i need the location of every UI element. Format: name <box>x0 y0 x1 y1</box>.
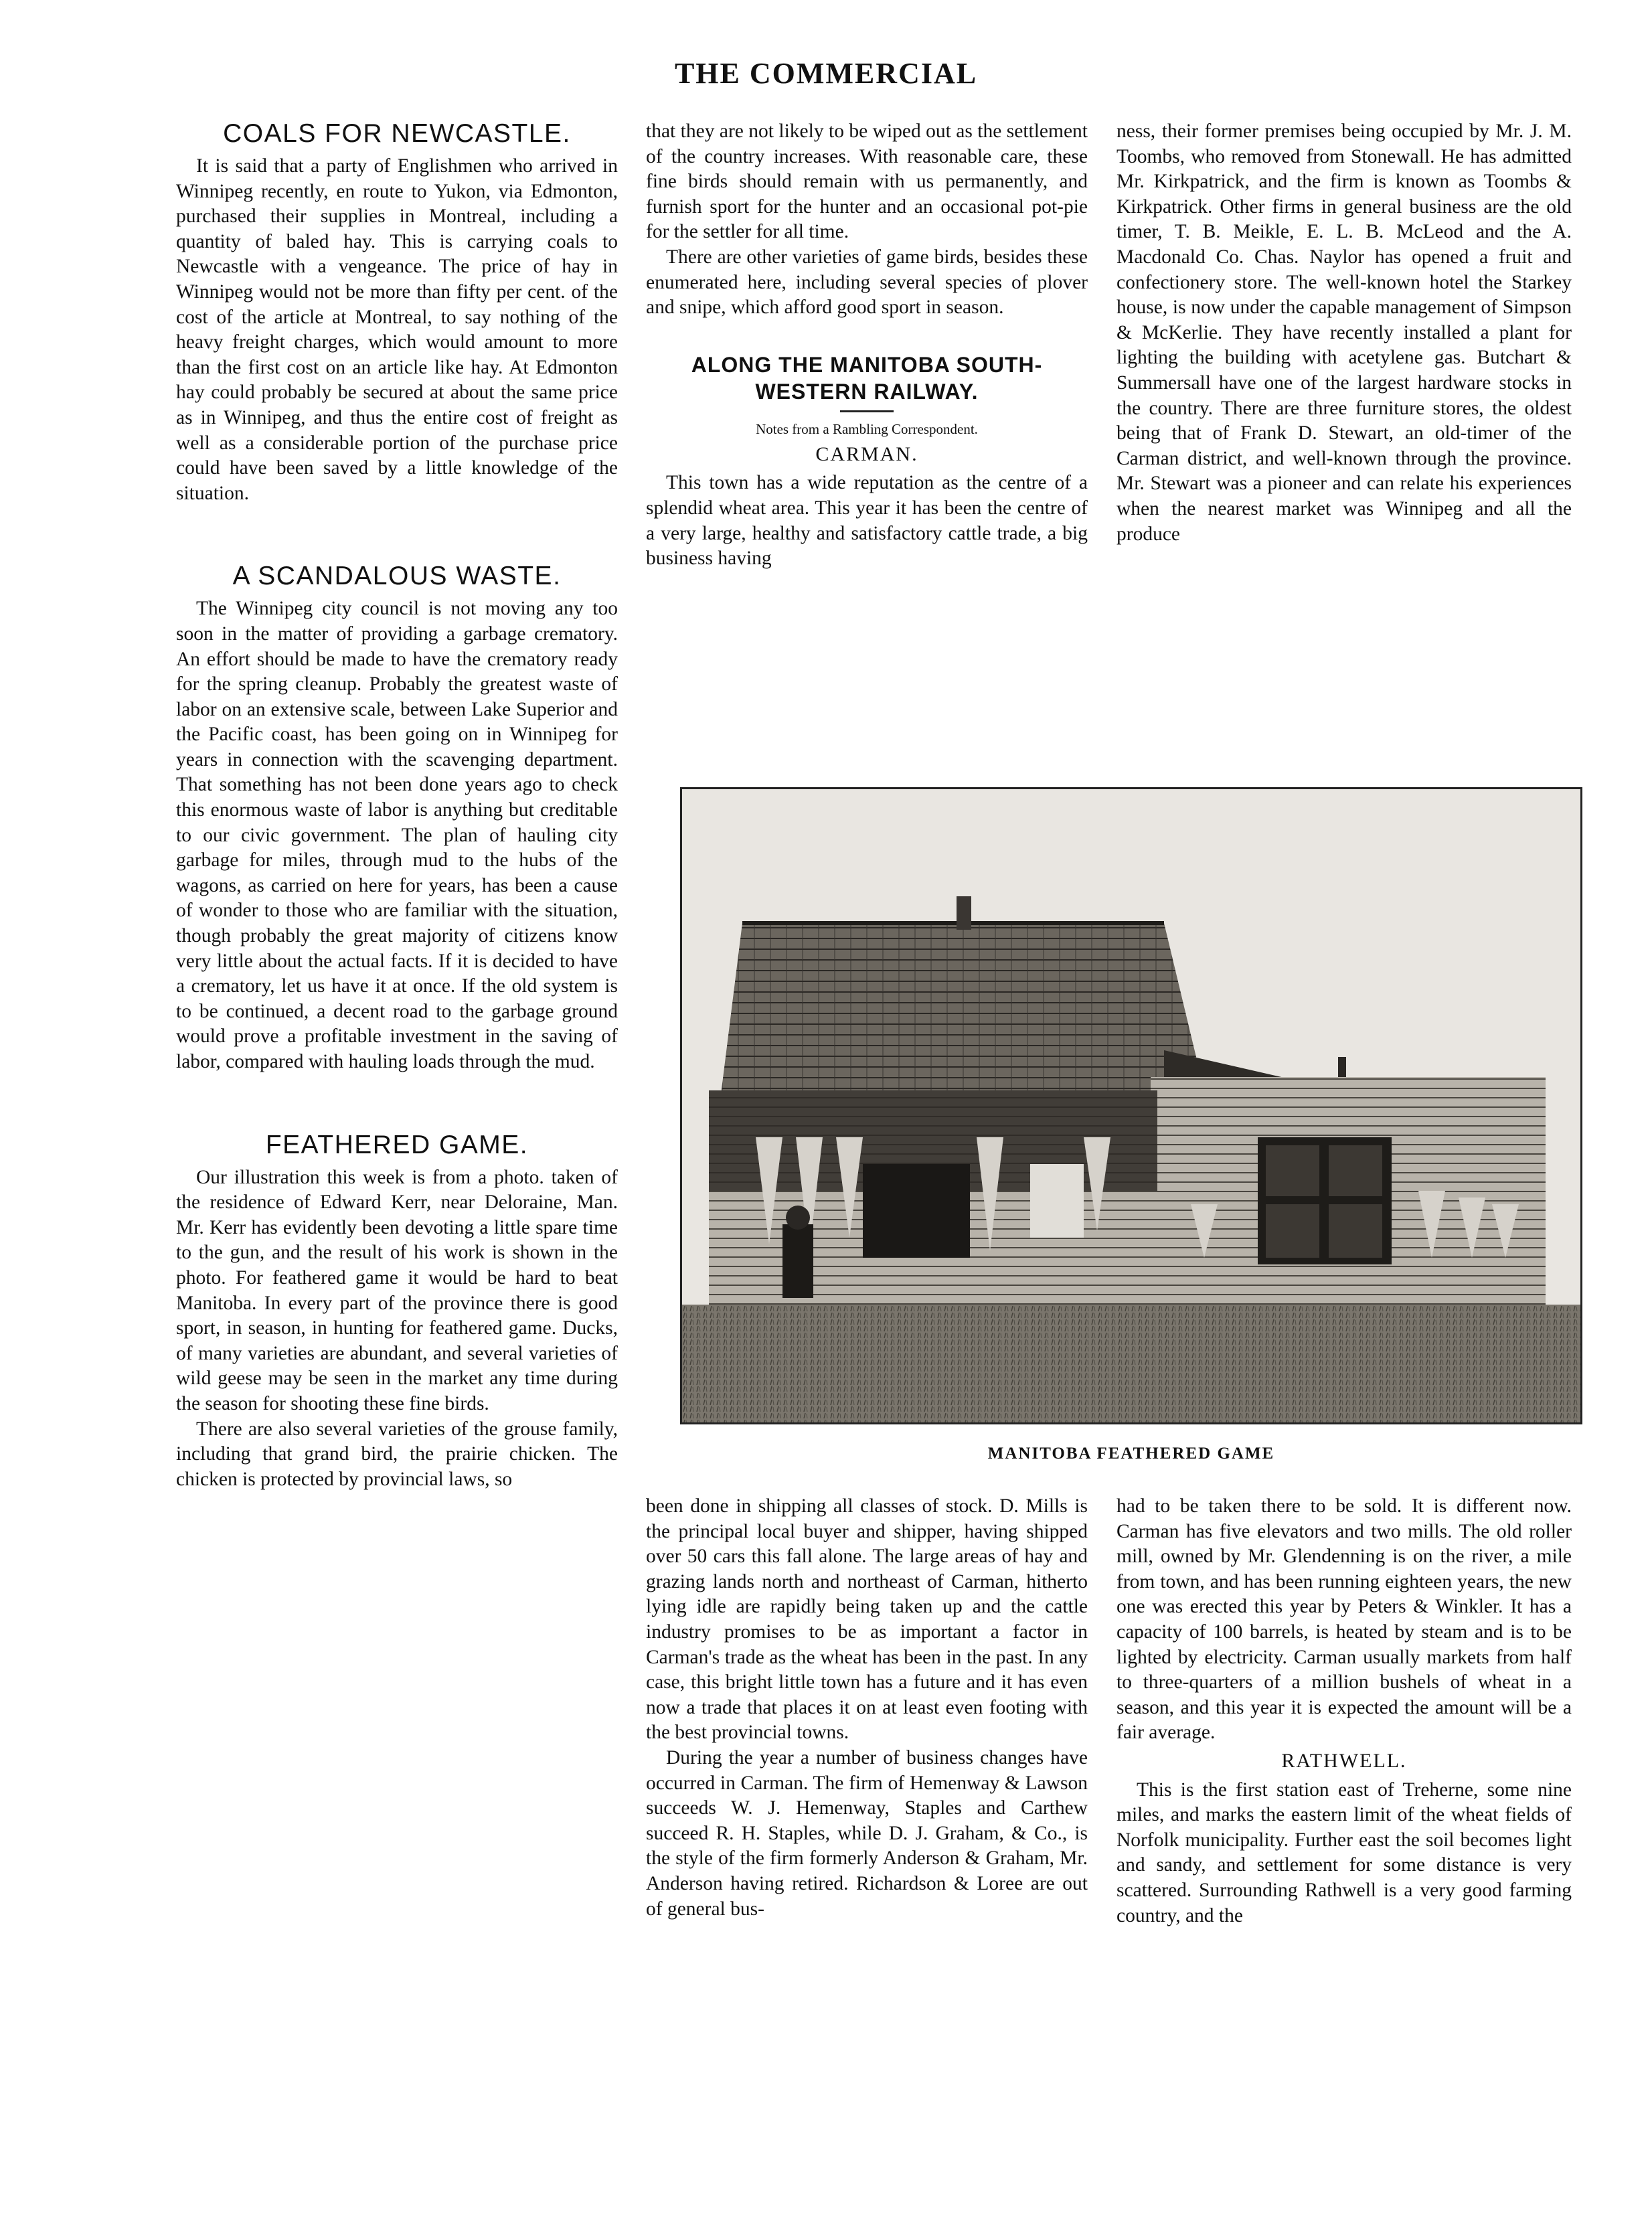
article-paragraph: The Winnipeg city council is not moving any too soon in the matter of providing a garbage crematory. An effort should be made to have the crematory ready for the spring cleanup. Probably the greatest waste of labor on an extensive scale, between Lake Superior and the Pacific coast, has been going on in Winnipeg for years in connection with the scavenging department. That something has not been done years ago to check this enormous waste of labor is anything but creditable to our civic government. The plan of hauling city garbage for miles, through mud to the hubs of the wagons, as carried on here for years, has been a cause of wonder to those who are familiar with the situation, though probably the great majority of citizens know very little about the actual facts. If it is decided to have a crematory, let us have it at once. If the old system is to be continued, a decent road to the garbage ground would prove a profitable investment in the saving of labor, compared with hauling loads through the mud. <box>176 598 618 1072</box>
article-paragraph: It is said that a party of Englishmen who arrived in Winnipeg recently, en route to Yukon, via Edmonton, purchased their supplies in Montreal, including a quantity of baled hay. This is carrying coals to Newcastle with a vengeance. The price of hay in Winnipeg would not be more than fifty per cent. of the cost of the article at Montreal, to say nothing of the heavy freight charges, which would amount to more than the first cost on an article like hay. At Edmonton hay could probably be secured at about the same price as in Winnipeg, and thus the entire cost of freight as well as a considerable portion of the purchase price could have been saved by a little knowledge of the situation. <box>176 155 618 504</box>
article-paragraph: This town has a wide reputation as the centre of a splendid wheat area. This year it has been the centre of a very large, healthy and satisfactory cattle trade, a big business having <box>646 472 1088 570</box>
photo-illustration <box>682 789 1580 1422</box>
article-paragraph: that they are not likely to be wiped out as the settlement of the country increases. With reasonable care, these fine birds should remain with us permanently, and furnish sport for the hunter and an occasional pot-pie for the settler for all time. <box>646 120 1088 243</box>
article-paragraph: Our illustration this week is from a photo. taken of the residence of Edward Kerr, near Deloraine, Man. Mr. Kerr has evidently been devoting a little spare time to the gun, and the result of his work is shown in the photo. For feathered game it would be hard to beat Manitoba. In every part of the province there is good sport, in season, in hunting for feathered game. Ducks, of many varieties are abundant, and several varieties of wild geese may be seen in the market any time during the season for shooting these fine birds. <box>176 1166 618 1414</box>
article-paragraph: During the year a number of business changes have occurred in Carman. The firm of Hemenway & Lawson succeeds W. J. Hemenway, Staples and Carthew succeed R. H. Staples, while D. J. Graham, & Co., is the style of the firm formerly Anderson & Graham, Mr. Anderson having retired. Richardson & Loree are out of general bus- <box>646 1746 1088 1920</box>
photo-caption: MANITOBA FEATHERED GAME <box>987 1444 1275 1463</box>
subheading: Notes from a Rambling Correspondent. <box>756 420 978 437</box>
photo-feathered-game <box>680 787 1582 1424</box>
article-paragraph: There are also several varieties of the grouse family, including that grand bird, the prairie chicken. The chicken is protected by provincial laws, so <box>176 1418 618 1490</box>
article-paragraph: been done in shipping all classes of stock. D. Mills is the principal local buyer and shipper, having shipped over 50 cars this fall alone. The large areas of hay and grazing lands north and northeast of Carman, hitherto lying idle are rapidly being taken up and the cattle industry promises to be as important a factor in Carman's trade as the wheat has been in the past. In any case, this bright little town has a future and it has even now a trade that places it on at least even footing with the best provincial towns. <box>646 1495 1088 1744</box>
article-scandalous-waste <box>176 562 618 1074</box>
dateline: RATHWELL. <box>1281 1749 1407 1772</box>
divider <box>840 410 894 412</box>
column-1 <box>176 119 618 1492</box>
divider <box>370 1110 424 1112</box>
column-2-top <box>646 119 1088 572</box>
divider <box>370 535 424 538</box>
article-paragraph: There are other varieties of game birds, besides these enumerated here, including several species of plover and snipe, which afford good sport in season. <box>646 246 1088 319</box>
column-3-bottom <box>1117 1494 1572 1928</box>
article-heading: ALONG THE MANITOBA SOUTH-WESTERN RAILWAY. <box>691 352 1043 404</box>
article-heading: COALS FOR NEWCASTLE. <box>223 119 571 148</box>
article-paragraph: This is the first station east of Treherne, some nine miles, and marks the eastern limit of the wheat fields of Norfolk municipality. Further east the soil becomes light and sandy, and settlement for some distance is very scattered. Surrounding Rathwell is a very good farming country, and the <box>1117 1779 1572 1926</box>
article-paragraph: ness, their former premises being occupied by Mr. J. M. Toombs, who removed from Stonewall. He has admitted Mr. Kirkpatrick, and the firm is known as Toombs & Kirkpatrick. Other firms in general business are the old timer, T. B. Meikle, E. L. B. McLeod and the A. Macdonald Co. Chas. Naylor has opened a fruit and confectionery store. The well-known hotel the Starkey house, is now under the capable management of Simpson & McKerlie. They have recently installed a plant for lighting the building with acetylene gas. Butchart & Summersall have one of the largest hardware stocks in the country. There are three furniture stores, the oldest being that of Frank D. Stewart, an old-timer of the Carman district, and well-known through the province. Mr. Stewart was a pioneer and can relate his experiences when the nearest market was Winnipeg and all the produce <box>1117 120 1572 545</box>
column-3-top <box>1117 119 1572 547</box>
dateline: CARMAN. <box>815 442 918 465</box>
masthead: THE COMMERCIAL <box>674 57 978 90</box>
article-coals-for-newcastle <box>176 119 618 506</box>
article-paragraph: had to be taken there to be sold. It is different now. Carman has five elevators and two mills. The old roller mill, owned by Mr. Glendenning is on the river, a mile from town, and has been running eighteen years, the new one was erected this year by Peters & Winkler. It has a capacity of 100 barrels, is heated by steam and is to be lighted by electricity. Carman usually markets from half to three-quarters of a million bushels of wheat in a season, and this year it is expected the amount will be a fair average. <box>1117 1495 1572 1744</box>
article-feathered-game <box>176 1131 618 1493</box>
article-heading: A SCANDALOUS WASTE. <box>232 562 562 591</box>
divider <box>646 321 1088 351</box>
article-heading: FEATHERED GAME. <box>265 1130 529 1159</box>
column-2-bottom <box>646 1494 1088 1922</box>
